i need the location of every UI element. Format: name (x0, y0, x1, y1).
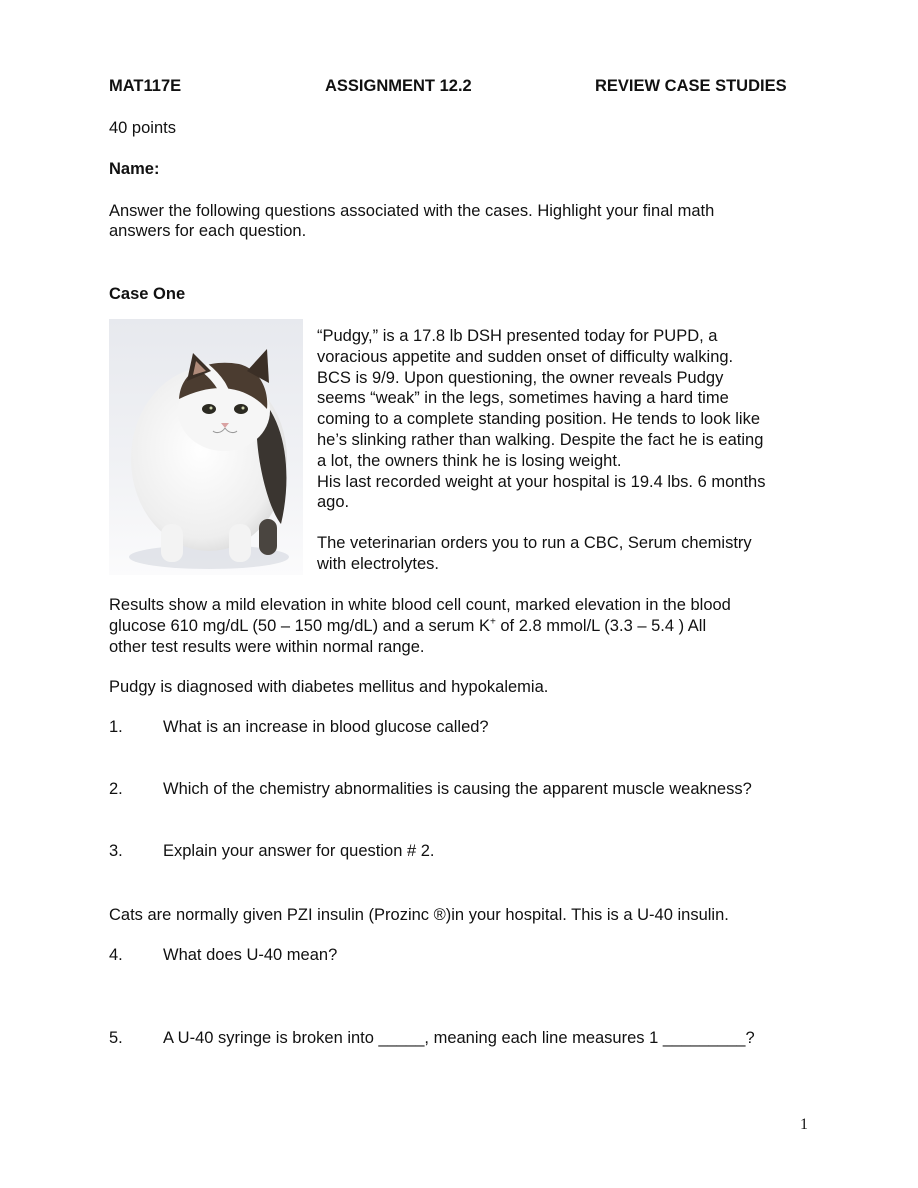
question-number: 4. (109, 946, 123, 964)
question-3 (109, 842, 814, 863)
question-2 (109, 780, 814, 801)
question-number: 2. (109, 780, 123, 798)
points-label: 40 points (109, 119, 176, 137)
case-line: voracious appetite and sudden onset of difficulty walking. (317, 347, 734, 366)
case-description (317, 326, 765, 513)
question-number: 5. (109, 1029, 123, 1047)
diagnosis: Pudgy is diagnosed with diabetes mellitus and hypokalemia. (109, 678, 549, 696)
results-line (109, 616, 731, 637)
question-text: A U-40 syringe is broken into _____, meaning each line measures 1 _________? (163, 1029, 755, 1047)
course-code: MAT117E (109, 77, 182, 95)
question-text: What is an increase in blood glucose called? (163, 718, 489, 736)
results-line: Results show a mild elevation in white blood cell count, marked elevation in the blood (109, 596, 731, 614)
case-line: he’s slinking rather than walking. Despite the fact he is eating (317, 430, 764, 449)
question-5 (109, 1029, 814, 1050)
case-line: seems “weak” in the legs, sometimes having a hard time (317, 389, 729, 408)
case-order (317, 533, 752, 575)
question-number: 3. (109, 842, 123, 860)
case-line: ago. (317, 493, 350, 512)
results-line-part: of 2.8 mmol/L (3.3 – 5.4 ) All (495, 616, 707, 635)
document-header (109, 77, 814, 98)
question-1 (109, 718, 814, 739)
results-paragraph (109, 595, 731, 657)
question-text: Explain your answer for question # 2. (163, 842, 435, 860)
case-line: coming to a complete standing position. He tends to look like (317, 410, 761, 429)
case-line: His last recorded weight at your hospital is 19.4 lbs. 6 months (317, 472, 766, 491)
question-4 (109, 946, 814, 967)
results-line-part: glucose 610 mg/dL (50 – 150 mg/dL) and a serum K (109, 616, 490, 635)
question-number: 1. (109, 718, 123, 736)
question-text: Which of the chemistry abnormalities is causing the apparent muscle weakness? (163, 780, 752, 798)
instructions-line-2: answers for each question. (109, 222, 307, 240)
assignment-title: ASSIGNMENT 12.2 (325, 77, 472, 95)
assignment-topic: REVIEW CASE STUDIES (595, 77, 787, 95)
case-line: with electrolytes. (317, 554, 439, 573)
question-text: What does U-40 mean? (163, 946, 338, 964)
case-line: “Pudgy,” is a 17.8 lb DSH presented today for PUPD, a (317, 327, 718, 345)
case-line: a lot, the owners think he is losing weight. (317, 451, 622, 470)
potassium-charge: + (489, 616, 496, 628)
case-line: BCS is 9/9. Upon questioning, the owner reveals Pudgy (317, 368, 724, 387)
insulin-note: Cats are normally given PZI insulin (Prozinc ®)in your hospital. This is a U-40 insulin. (109, 906, 729, 924)
case-title: Case One (109, 285, 186, 303)
instructions-line-1: Answer the following questions associated with the cases. Highlight your final math (109, 202, 715, 220)
name-label: Name: (109, 160, 160, 178)
page-number: 1 (800, 1116, 808, 1133)
case-line: The veterinarian orders you to run a CBC, Serum chemistry (317, 534, 752, 552)
results-line: other test results were within normal range. (109, 637, 425, 656)
cat-photo (109, 319, 303, 575)
